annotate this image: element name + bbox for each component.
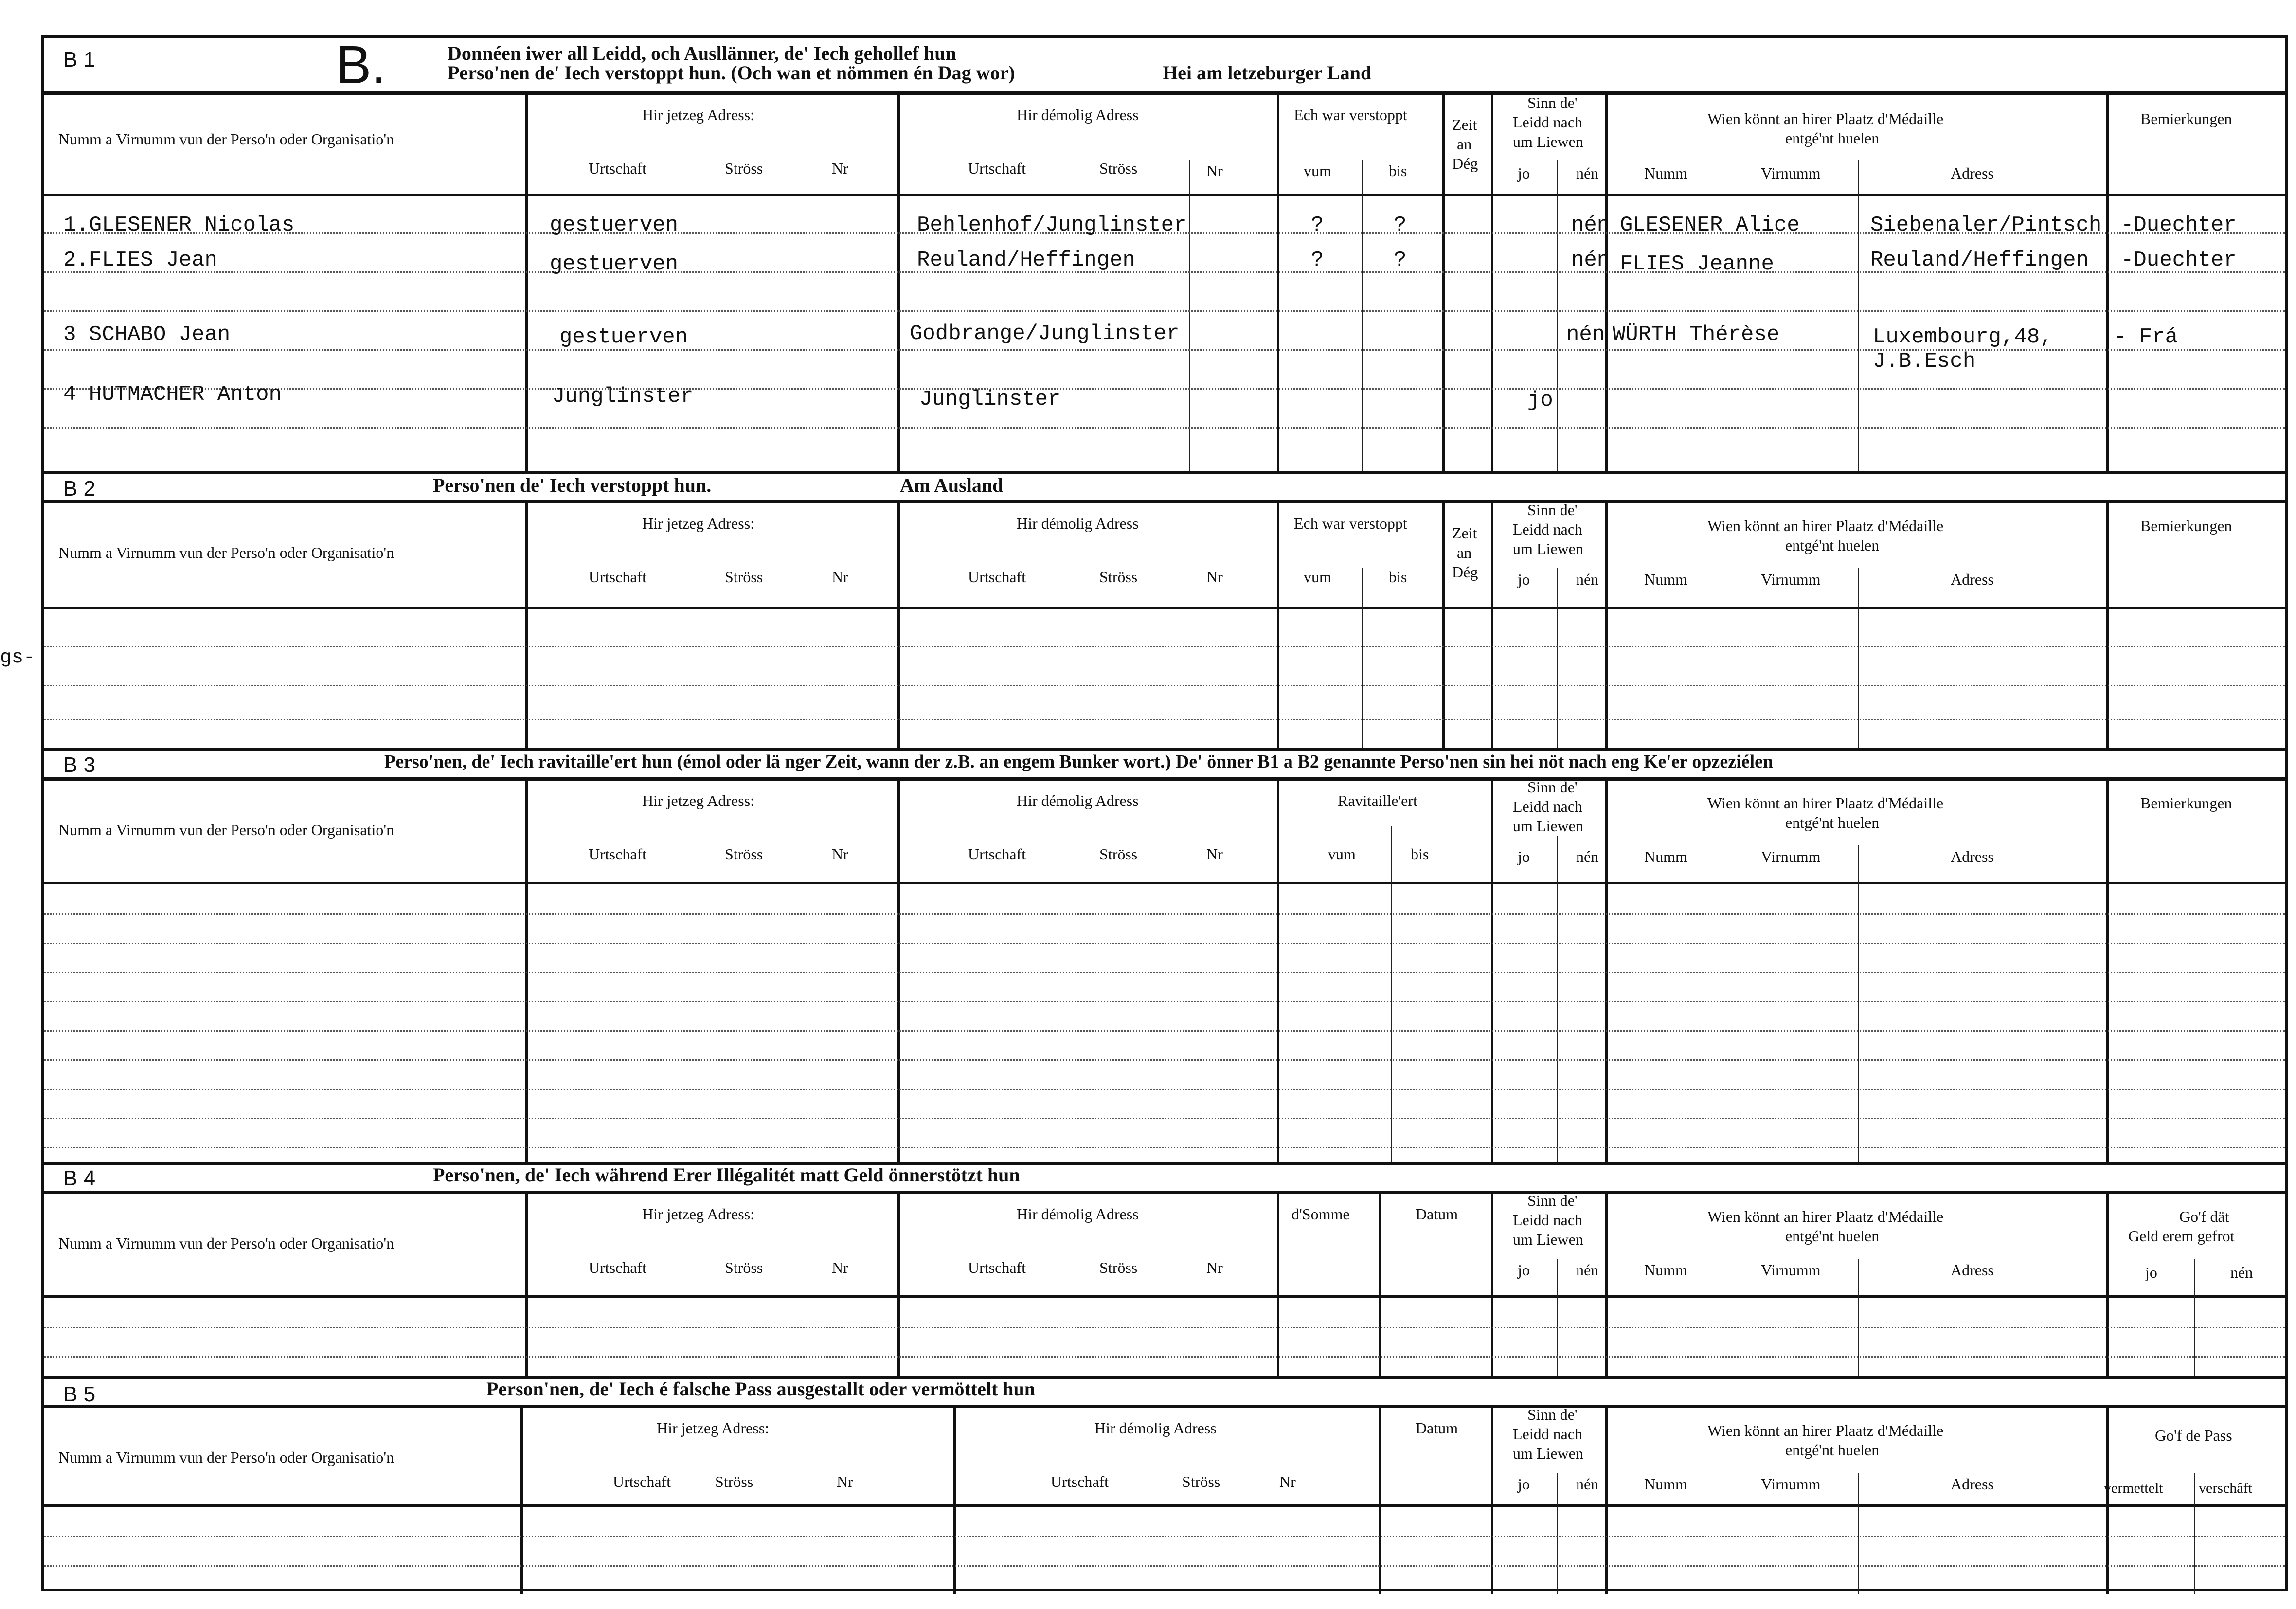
section-b4: B 4 Perso'nen, de' Iech während Erer Illégalitét matt Geld önnerstötzt hun Numm a Virnumm vun der Perso'n oder Organisatio'n Hir jetzeg Adress: Urtschaft Ströss Nr Hir démolig Adress Urtschaft Ströss Nr d'Somme Datum Sinn de' Leidd nach um Liewen jo nén Wien könnt an hirer Plaatz d'Médaille entgé'nt huelen Numm Virnumm Adress Go'f dät Geld erem gefrot jo nén <box>44 1162 2285 1376</box>
form-letter: B. <box>336 35 386 95</box>
row1-name: 1.GLESENER Nicolas <box>63 213 295 237</box>
section-title: Perso'nen de' Iech verstoppt hun. <box>433 474 712 496</box>
section-id: B 2 <box>63 477 96 501</box>
margin-text: gs- <box>0 647 36 669</box>
section-b5: B 5 Person'nen, de' Iech é falsche Pass ausgestallt oder vermöttelt hun Numm a Virnumm vun der Perso'n oder Organisatio'n Hir jetzeg Adress: Urtschaft Ströss Nr Hir démolig Adress Urtschaft Ströss Nr Datum Sinn de' Leidd nach um Liewen jo nén Wien könnt an hirer Plaatz d'Médaille entgé'nt huelen Numm Virnumm Adress Go'f de Pass vermettelt verschâft <box>44 1376 2285 1594</box>
row4-name: 4 HUTMACHER Anton <box>63 382 282 407</box>
resistance-form <box>41 35 2288 1591</box>
row4-current: Junglinster <box>552 384 694 409</box>
section-title: Person'nen, de' Iech é falsche Pass ausgestallt oder vermöttelt hun <box>486 1378 1036 1400</box>
row2-name: 2.FLIES Jean <box>63 248 217 272</box>
row4-former: Junglinster <box>919 387 1061 411</box>
section-title: Donnéen iwer all Leidd, och Ausllänner, de' Iech gehollef hun <box>448 42 956 64</box>
section-title: Perso'nen, de' Iech ravitaille'ert hun (émol oder lä nger Zeit, wann der z.B. an engem Bunker wort.) De' önner B1 a B2 genannte Perso'nen sin hei nöt nach eng Ke'er opzeziélen <box>384 751 1774 772</box>
col-name: Numm a Virnumm vun der Perso'n oder Organisatio'n <box>58 130 395 148</box>
row3-former: Godbrange/Junglinster <box>910 322 1180 346</box>
col-remarks: Bemierkungen <box>2140 110 2232 127</box>
section-subtitle: Perso'nen de' Iech verstoppt hun. (Och wan et nömmen én Dag wor) <box>448 62 1015 84</box>
section-b1: B 1 B. Donnéen iwer all Leidd, och Ausllänner, de' Iech gehollef hun Perso'nen de' Iech verstoppt hun. (Och wan et nömmen én Dag wor) Hei am letzeburger Land Numm a Virnumm vun der Perso'n oder Organisatio'n Hir jetzeg Adress: Urtschaft Ströss Nr Hir démolig Adress Urtschaft Ströss Nr Ech war verstoppt vum bis Zeit an Dég Sinn de' Leidd nach um Liewen jo nén Wien könnt an hirer Plaatz d'Médaille entgé'nt huelen Numm Virnumm Adress Bemierkungen 1.GLESENER Nicolas gestuerven Behlenhof/Junglinster ? ? nén GLESENER Alice Siebenaler/Pintsch -Duechter 2.FLIES Jean gestuerven Reuland/Heffingen ? ? nén FLIES Jeanne Reuland/Heffingen -Duechter 3 SCHABO Jean gestuerven Godbrange/Junglinster nén WÜRTH Thérèse Luxembourg,48, J.B.Esch - Frá 4 HUTMACHER Anton Junglinster Junglinster jo <box>44 38 2285 471</box>
section-subtitle-b: Hei am letzeburger Land <box>1163 62 1372 84</box>
row2-current: gestuerven <box>550 252 679 276</box>
row3-name: 3 SCHABO Jean <box>63 322 231 347</box>
section-b2: B 2 Perso'nen de' Iech verstoppt hun. Am Ausland Numm a Virnumm vun der Perso'n oder Organisatio'n Hir jetzeg Adress: Urtschaft Ströss Nr Hir démolig Adress Urtschaft Ströss Nr Ech war verstoppt vum bis Zeit an Dég Sinn de' Leidd nach um Liewen jo nén Wien könnt an hirer Plaatz d'Médaille entgé'nt huelen Numm Virnumm Adress Bemierkungen <box>44 471 2285 748</box>
row1-current: gestuerven <box>550 213 679 237</box>
section-title: Perso'nen, de' Iech während Erer Illégalitét matt Geld önnerstötzt hun <box>433 1164 1020 1186</box>
section-b3: B 3 Perso'nen, de' Iech ravitaille'ert hun (émol oder lä nger Zeit, wann der z.B. an engem Bunker wort.) De' önner B1 a B2 genannte Perso'nen sin hei nöt nach eng Ke'er opzeziélen Numm a Virnumm vun der Perso'n oder Organisatio'n Hir jetzeg Adress: Urtschaft Ströss Nr Hir démolig Adress Urtschaft Ströss Nr Ravitaille'ert vum bis Sinn de' Leidd nach um Liewen jo nén Wien könnt an hirer Plaatz d'Médaille entgé'nt huelen Numm Virnumm Adress Bemierkungen <box>44 748 2285 1162</box>
row1-former: Behlenhof/Junglinster <box>917 213 1187 237</box>
section-id: B 1 <box>63 48 96 72</box>
row3-current: gestuerven <box>559 325 688 349</box>
row2-former: Reuland/Heffingen <box>917 248 1135 272</box>
